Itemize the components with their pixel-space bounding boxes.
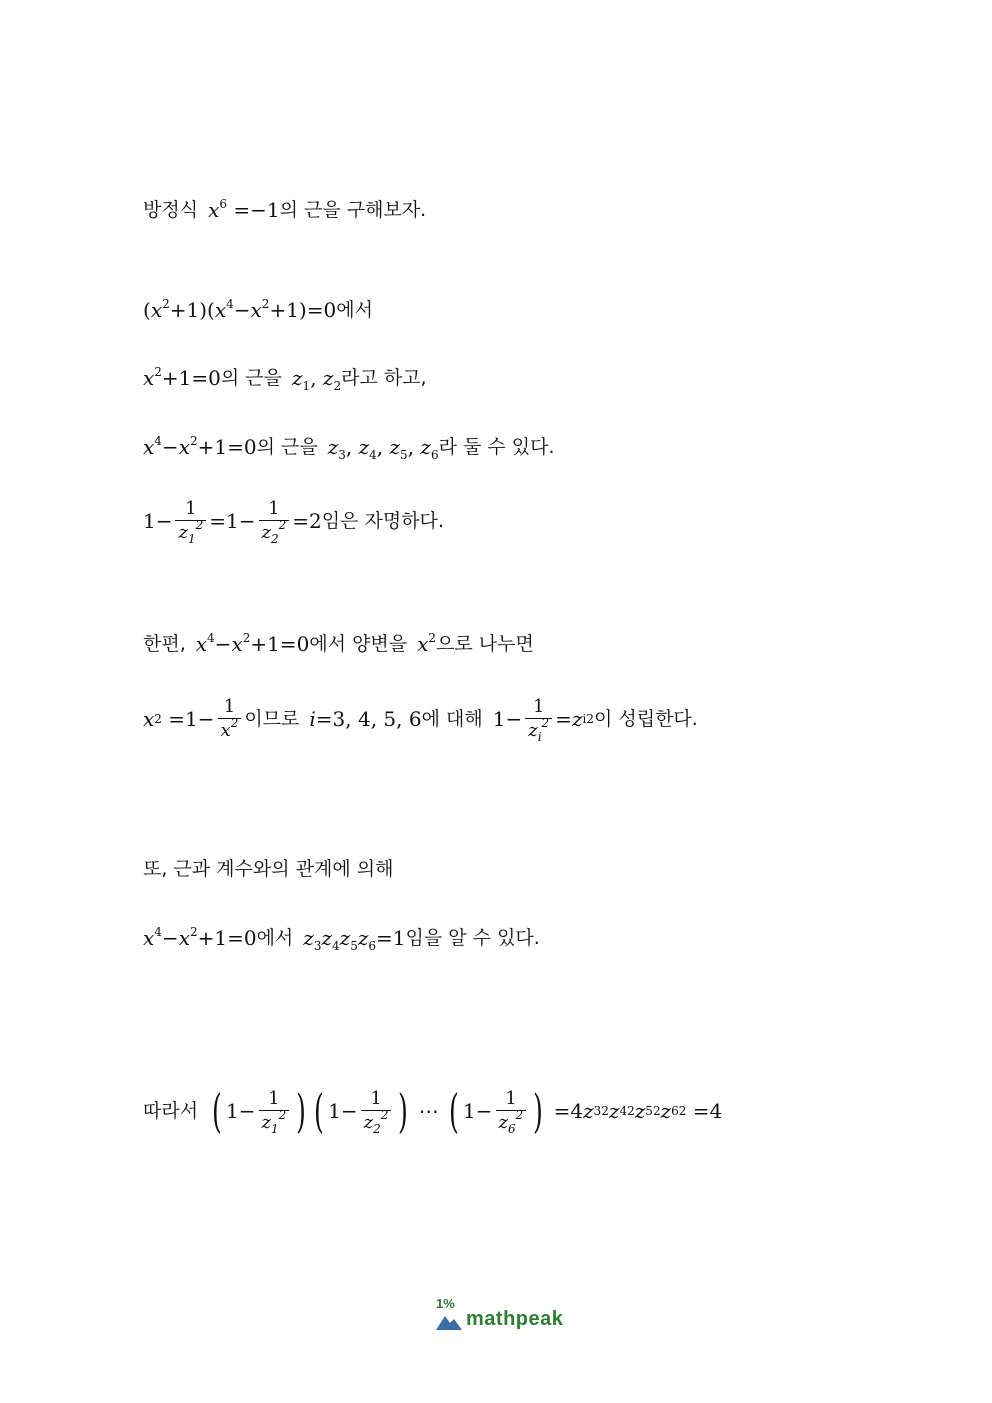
math-product-roots: $z_3z_4z_5z_6=1$ xyxy=(303,926,406,953)
math-index: i=3, 4, 5, 6 xyxy=(309,707,422,731)
text-l9a: 에서 xyxy=(256,926,294,949)
text-l9b: 임을 알 수 있다. xyxy=(405,926,540,949)
line-9 xyxy=(143,925,540,953)
mountain-icon xyxy=(436,1312,464,1332)
line-7 xyxy=(143,696,698,744)
line-6 xyxy=(143,631,534,656)
text-l7c: 이 성립한다. xyxy=(593,707,698,730)
text-l5a: 임은 자명하다. xyxy=(321,509,444,532)
logo-name: mathpeak xyxy=(466,1308,564,1330)
math-x2: $x^2$ xyxy=(417,631,437,656)
text-l4b: 라 둘 수 있다. xyxy=(438,435,555,458)
text-l6b: 에서 양변을 xyxy=(309,632,408,655)
logo-percent: 1% xyxy=(436,1296,455,1311)
text-l3a: 의 근을 xyxy=(220,366,282,389)
math-identity: 1− $\frac{1}{z_1^2}$ =1− $\frac{1}{z_2^2}$ =2 xyxy=(143,498,322,546)
line-4 xyxy=(143,434,555,462)
text-l6c: 으로 나누면 xyxy=(436,632,534,655)
text-l2a: 에서 xyxy=(336,298,373,321)
math-quartic-2: $x^4-x^2+1=0$ xyxy=(195,631,310,656)
mathpeak-logo xyxy=(436,1296,576,1336)
math-final-product: ( 1− $\frac{1}{z_1^2}$ ) ( 1− $\frac{1}{z_2^2}$ ) ⋯ ( 1− $\frac{1}{z_6^2}$ ) =4 z 3 2 z 4 2 z 5 2 z 6 2 =4 xyxy=(212,1084,723,1138)
line-10 xyxy=(143,1084,723,1138)
line-1 xyxy=(143,197,427,222)
text-l4a: 의 근을 xyxy=(256,435,318,458)
text-l6a: 한편, xyxy=(143,632,186,655)
math-x2-expression: x 2 =1− $\frac{1}{x^2}$ xyxy=(143,698,244,740)
text-l3b: 라고 하고, xyxy=(341,366,427,389)
text-l10a: 따라서 xyxy=(143,1099,199,1122)
line-3 xyxy=(143,365,427,393)
line-8 xyxy=(143,860,393,879)
math-roots-z3-z6: $z_3$, $z_4$, $z_5$, $z_6$ xyxy=(327,435,439,462)
text-l7a: 이므로 xyxy=(244,707,300,730)
text-l1a: 방정식 xyxy=(143,198,199,221)
math-x6-eq: $x^6 =-1$ xyxy=(208,197,280,222)
math-factorization: $(x^2+1)(x^4-x^2+1)=0$ xyxy=(143,297,337,322)
text-l7b: 에 대해 xyxy=(421,707,483,730)
text-l8a: 또, 근과 계수와의 관계에 의해 xyxy=(143,858,394,880)
line-2 xyxy=(143,297,373,322)
math-quadratic: $x^2+1=0$ xyxy=(143,365,221,390)
math-quartic-3: $x^4-x^2+1=0$ xyxy=(143,925,257,950)
math-roots-z1-z2: $z_1$, $z_2$ xyxy=(292,366,342,393)
line-5 xyxy=(143,498,444,546)
text-l1b: 의 근을 구해보자. xyxy=(279,198,427,221)
math-quartic: $x^4-x^2+1=0$ xyxy=(143,434,257,459)
math-zi-identity: 1− $\frac{1}{z_i^2}$ = z i 2 xyxy=(492,696,594,744)
